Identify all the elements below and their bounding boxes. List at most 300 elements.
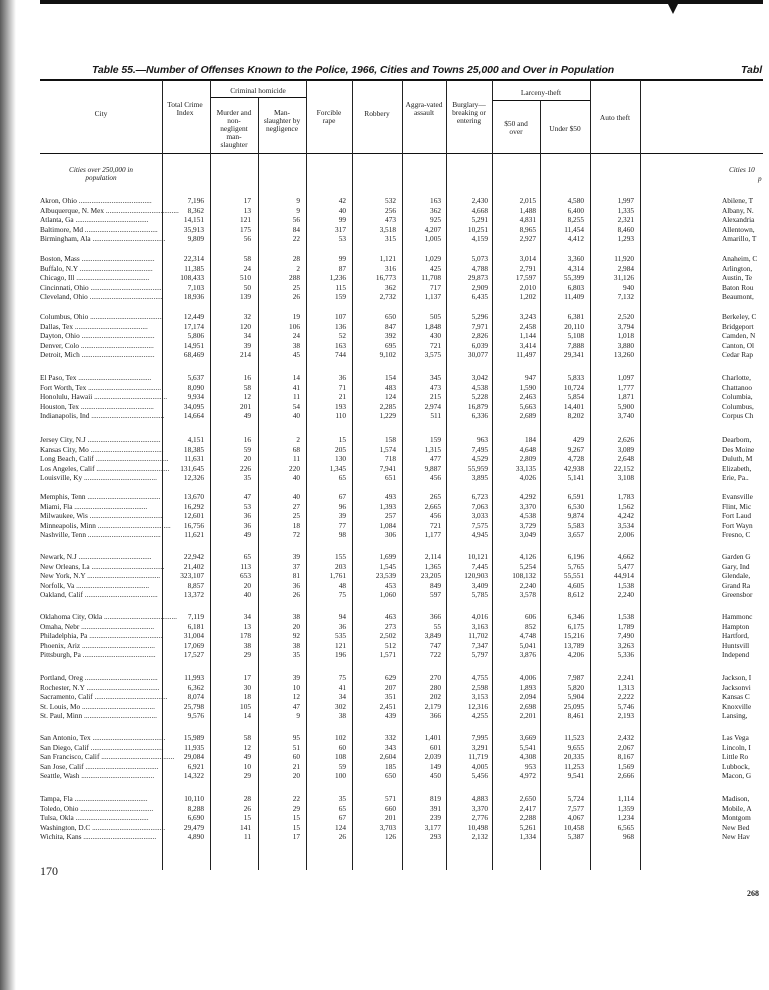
city-name: New Orleans, La ........................................ [40, 561, 165, 571]
table-cell: 510 [240, 273, 251, 283]
table-cell: 5,041 [519, 640, 536, 650]
table-cell: 3,729 [519, 520, 536, 530]
table-cell: 202 [430, 692, 441, 702]
table-cell: 14,151 [183, 215, 204, 225]
table-cell: 2,974 [424, 401, 441, 411]
table-cell: 12,449 [183, 312, 204, 321]
table-cell: 717 [430, 282, 441, 292]
table-row [40, 473, 640, 482]
table-cell: 38 [338, 711, 346, 721]
right-fragment-city: Albany, N. [722, 205, 754, 215]
table-cell: 23,205 [420, 571, 441, 581]
table-cell: 20 [292, 771, 300, 781]
right-fragment-city: Lansing, [722, 711, 748, 721]
table-cell: 2,201 [519, 711, 536, 721]
table-cell: 10,724 [563, 382, 584, 392]
city-name: St. Paul, Minn ........................................ [40, 711, 157, 721]
table-cell: 3,669 [519, 733, 536, 742]
table-cell: 650 [385, 312, 396, 321]
table-cell: 8,167 [617, 752, 634, 762]
table-cell: 11 [243, 832, 251, 842]
table-cell: 75 [338, 673, 346, 682]
right-fragment-city: Madison, [722, 794, 750, 803]
table-cell: 17,527 [183, 650, 204, 660]
table-cell: 3,033 [471, 511, 488, 521]
table-cell: 4,412 [567, 234, 584, 244]
table-row [40, 823, 640, 832]
table-cell: 99 [338, 254, 346, 263]
table-cell: 2,288 [519, 813, 536, 823]
table-cell: 535 [335, 631, 346, 641]
table-cell: 1,018 [617, 331, 634, 341]
table-cell: 60 [292, 752, 300, 762]
table-cell: 34 [338, 692, 346, 702]
city-name: San Jose, Calif ........................................ [40, 761, 159, 771]
right-section-label: Cities 10 [729, 166, 755, 174]
table-cell: 28 [292, 254, 300, 263]
table-row [40, 581, 640, 590]
table-cell: 1,761 [329, 571, 346, 581]
table-cell: 597 [430, 590, 441, 600]
table-cell: 2,984 [617, 263, 634, 273]
table-cell: 13,670 [183, 492, 204, 501]
table-cell: 11,621 [184, 530, 204, 540]
table-cell: 11,702 [468, 631, 488, 641]
table-cell: 5,820 [567, 682, 584, 692]
table-cell: 8,202 [567, 411, 584, 421]
table-cell: 343 [385, 742, 396, 752]
table-cell: 12,316 [467, 701, 488, 711]
table-cell: 12,601 [183, 511, 204, 521]
table-cell: 11,631 [184, 454, 204, 464]
table-cell: 747 [430, 640, 441, 650]
table-cell: 968 [623, 832, 634, 842]
table-cell: 59 [338, 761, 346, 771]
right-fragment-city: Chattanoo [722, 382, 752, 392]
table-row [40, 411, 640, 420]
table-cell: 38 [243, 640, 251, 650]
table-cell: 17,174 [183, 321, 204, 331]
right-fragment-city: Berkeley, C [722, 312, 757, 321]
right-fragment-city: Mobile, A [722, 803, 752, 813]
header-manslaughter: Man-slaughter by negligence [263, 108, 301, 133]
table-cell: 5,900 [617, 401, 634, 411]
table-cell: 5,854 [567, 392, 584, 402]
header-murder: Murder and non-negligent man-slaughter [216, 108, 252, 149]
page-number-right: 268 [747, 889, 759, 898]
right-fragment-city: Elizabeth, [722, 463, 752, 473]
right-fragment-city: Charlotte, [722, 373, 751, 382]
table-row [40, 562, 640, 571]
table-cell: 695 [385, 340, 396, 350]
table-cell: 124 [385, 392, 396, 402]
table-cell: 38 [292, 640, 300, 650]
table-cell: 6,921 [187, 761, 204, 771]
table-cell: 4,788 [471, 263, 488, 273]
table-cell: 5,228 [471, 392, 488, 402]
table-cell: 280 [430, 682, 441, 692]
table-cell: 44,914 [613, 571, 634, 581]
table-cell: 8,090 [187, 382, 204, 392]
table-cell: 5,746 [617, 701, 634, 711]
table-row [40, 552, 640, 561]
table-cell: 2,430 [471, 196, 488, 205]
city-name: San Antonio, Tex ........................................ [40, 733, 166, 742]
table-cell: 15,989 [183, 733, 204, 742]
table-cell: 6,435 [471, 292, 488, 302]
table-row [40, 832, 640, 841]
table-cell: 4,292 [519, 492, 536, 501]
table-cell: 293 [430, 832, 441, 842]
table-cell: 5,806 [187, 331, 204, 341]
right-table-header-rule [722, 153, 763, 154]
city-name: St. Louis, Mo ........................................ [40, 701, 155, 711]
header-top-rule [40, 79, 725, 81]
table-title: Table 55.—Number of Offenses Known to the Police, 1966, Cities and Towns 25,000 and Over in Population [92, 64, 615, 76]
table-cell: 16,292 [183, 501, 204, 511]
table-cell: 7,347 [471, 640, 488, 650]
table-row [40, 331, 640, 340]
table-cell: 6,723 [471, 492, 488, 501]
table-cell: 15 [292, 813, 300, 823]
right-fragment-city: Camden, N [722, 331, 756, 341]
table-cell: 49 [243, 411, 251, 421]
table-cell: 12 [292, 692, 300, 702]
table-cell: 947 [525, 373, 536, 382]
table-cell: 1,202 [519, 292, 536, 302]
table-cell: 6,591 [567, 492, 584, 501]
table-row [40, 402, 640, 411]
header-assault: Aggra-vated assault [405, 100, 443, 117]
table-cell: 3,370 [519, 501, 536, 511]
table-cell: 77 [338, 520, 346, 530]
table-row [40, 445, 640, 454]
table-cell: 11,920 [614, 254, 634, 263]
city-name: Oklahoma City, Okla ........................................ [40, 612, 177, 621]
table-cell: 29,873 [467, 273, 488, 283]
table-cell: 2,666 [617, 771, 634, 781]
right-fragment-city: Lubbock, [722, 761, 750, 771]
table-cell: 40 [292, 411, 300, 421]
table-cell: 257 [385, 511, 396, 521]
table-cell: 29 [243, 771, 251, 781]
table-cell: 1,097 [617, 373, 634, 382]
table-cell: 4,728 [567, 454, 584, 464]
table-cell: 26 [338, 832, 346, 842]
table-cell: 925 [430, 215, 441, 225]
table-row [40, 283, 640, 292]
table-cell: 425 [430, 263, 441, 273]
table-cell: 453 [385, 580, 396, 590]
table-cell: 3,042 [471, 373, 488, 382]
table-cell: 95 [292, 733, 300, 742]
table-cell: 65 [338, 803, 346, 813]
table-cell: 28 [243, 794, 251, 803]
col-divider [640, 80, 641, 870]
table-cell: 3,014 [519, 254, 536, 263]
table-cell: 121 [335, 640, 346, 650]
table-cell: 94 [338, 612, 346, 621]
table-cell: 302 [335, 701, 346, 711]
table-row [40, 312, 640, 321]
table-row [40, 711, 640, 720]
table-cell: 819 [430, 794, 441, 803]
table-cell: 207 [385, 682, 396, 692]
table-cell: 1,699 [379, 552, 396, 561]
table-cell: 7,490 [617, 631, 634, 641]
table-cell: 110 [335, 411, 346, 421]
table-cell: 33,135 [515, 463, 536, 473]
table-cell: 30 [243, 682, 251, 692]
table-cell: 36 [243, 511, 251, 521]
table-cell: 1,562 [617, 501, 634, 511]
table-cell: 14 [292, 373, 300, 382]
table-cell: 49 [243, 752, 251, 762]
table-cell: 1,393 [379, 501, 396, 511]
table-cell: 5,477 [617, 561, 634, 571]
table-cell: 366 [430, 711, 441, 721]
table-cell: 7,132 [617, 292, 634, 302]
table-cell: 7,575 [471, 520, 488, 530]
city-name: Toledo, Ohio ........................................ [40, 803, 154, 813]
table-cell: 332 [385, 733, 396, 742]
table-cell: 483 [385, 382, 396, 392]
header-city: City [94, 109, 108, 118]
table-cell: 5,583 [567, 520, 584, 530]
city-name: Fort Worth, Tex ........................................ [40, 382, 162, 392]
table-row [40, 196, 640, 205]
table-cell: 9 [296, 711, 300, 721]
table-cell: 40 [292, 492, 300, 501]
right-fragment-city: New Bed [722, 822, 750, 832]
table-cell: 3,534 [617, 520, 634, 530]
table-cell: 1,234 [617, 813, 634, 823]
table-cell: 2,006 [617, 530, 634, 540]
table-cell: 3,108 [617, 473, 634, 483]
table-cell: 6,400 [567, 205, 584, 215]
table-cell: 473 [385, 215, 396, 225]
city-name: Detroit, Mich ........................................ [40, 350, 155, 360]
table-cell: 41 [292, 382, 300, 392]
table-cell: 473 [430, 382, 441, 392]
city-name: Honolulu, Hawaii ........................................ [40, 392, 168, 402]
city-name: Houston, Tex ........................................ [40, 401, 154, 411]
table-cell: 721 [430, 520, 441, 530]
table-cell: 1,365 [424, 561, 441, 571]
right-fragment-city: Jackson, I [722, 673, 752, 682]
table-cell: 16 [243, 435, 251, 444]
table-cell: 2,689 [519, 411, 536, 421]
right-fragment-city: Grand Ra [722, 580, 751, 590]
table-cell: 1,335 [617, 205, 634, 215]
table-row [40, 264, 640, 273]
table-cell: 16,879 [467, 401, 488, 411]
table-cell: 5,724 [567, 794, 584, 803]
table-cell: 1,060 [379, 590, 396, 600]
table-cell: 4,067 [567, 813, 584, 823]
table-cell: 159 [430, 435, 441, 444]
table-cell: 120 [240, 321, 251, 331]
table-cell: 1,488 [519, 205, 536, 215]
table-cell: 1,871 [617, 392, 634, 402]
table-cell: 1,538 [617, 612, 634, 621]
table-cell: 512 [385, 640, 396, 650]
table-cell: 96 [338, 501, 346, 511]
table-cell: 2,321 [617, 215, 634, 225]
table-cell: 601 [430, 742, 441, 752]
table-cell: 4,605 [567, 580, 584, 590]
table-cell: 40 [243, 590, 251, 600]
table-cell: 4,755 [471, 673, 488, 682]
table-cell: 2,698 [519, 701, 536, 711]
table-cell: 6,196 [567, 552, 584, 561]
table-cell: 2,039 [424, 752, 441, 762]
table-cell: 5,797 [471, 650, 488, 660]
table-cell: 87 [338, 263, 346, 273]
right-fragment-city: Anaheim, C [722, 254, 758, 263]
table-cell: 12 [243, 742, 251, 752]
table-cell: 14,951 [183, 340, 204, 350]
city-name: Oakland, Calif ........................................ [40, 590, 158, 600]
table-cell: 1,121 [379, 254, 396, 263]
table-cell: 130 [335, 454, 346, 464]
table-cell: 239 [430, 813, 441, 823]
table-cell: 9 [296, 205, 300, 215]
table-cell: 5,261 [519, 822, 536, 832]
table-cell: 5,456 [471, 771, 488, 781]
table-cell: 35 [338, 794, 346, 803]
table-cell: 3,518 [379, 224, 396, 234]
table-row [40, 733, 640, 742]
table-cell: 30,077 [467, 350, 488, 360]
table-cell: 288 [289, 273, 300, 283]
table-cell: 105 [240, 701, 251, 711]
table-cell: 463 [385, 612, 396, 621]
table-cell: 36 [338, 621, 346, 631]
table-cell: 606 [525, 612, 536, 621]
table-cell: 366 [430, 612, 441, 621]
table-cell: 5,296 [471, 312, 488, 321]
table-cell: 36 [338, 373, 346, 382]
city-name: Dallas, Tex ........................................ [40, 321, 148, 331]
table-cell: 136 [335, 321, 346, 331]
table-cell: 4,538 [471, 382, 488, 392]
right-table-top-rule [722, 79, 763, 81]
table-row [40, 254, 640, 263]
table-cell: 120,903 [464, 571, 488, 581]
right-fragment-city: Amarillo, T [722, 234, 757, 244]
table-cell: 2,417 [519, 803, 536, 813]
table-row [40, 752, 640, 761]
table-row [40, 215, 640, 224]
table-cell: 22,942 [183, 552, 204, 561]
table-cell: 1,893 [519, 682, 536, 692]
city-name: Washington, D.C ........................................ [40, 822, 166, 832]
table-cell: 18,385 [183, 444, 204, 454]
table-cell: 22 [292, 794, 300, 803]
table-cell: 429 [573, 435, 584, 444]
table-cell: 256 [385, 205, 396, 215]
table-cell: 4,648 [519, 444, 536, 454]
table-row [40, 206, 640, 215]
header-criminal-homicide: Criminal homicide [230, 86, 286, 95]
table-cell: 1,005 [424, 234, 441, 244]
table-cell: 226 [240, 463, 251, 473]
table-cell: 131,645 [180, 463, 204, 473]
right-fragment-city: Las Vega [722, 733, 749, 742]
table-cell: 184 [525, 435, 536, 444]
city-name: Buffalo, N.Y ........................................ [40, 263, 153, 273]
table-row [40, 571, 640, 580]
table-cell: 22,152 [613, 463, 634, 473]
table-cell: 629 [385, 673, 396, 682]
table-cell: 2,732 [379, 292, 396, 302]
city-name: Albuquerque, N. Mex ........................................ [40, 205, 179, 215]
table-cell: 7,495 [471, 444, 488, 454]
header-burglary: Burglary—breaking or entering [452, 100, 486, 125]
table-cell: 8,362 [187, 205, 204, 215]
table-cell: 92 [292, 631, 300, 641]
right-fragment-city: Little Ro [722, 752, 749, 762]
table-cell: 4,945 [471, 530, 488, 540]
table-cell: 2,776 [471, 813, 488, 823]
table-cell: 571 [385, 794, 396, 803]
table-cell: 2 [296, 263, 300, 273]
header-bottom-rule [40, 153, 725, 154]
city-name: Omaha, Nebr ........................................ [40, 621, 155, 631]
table-cell: 849 [430, 580, 441, 590]
city-name: Sacramento, Calif ........................................ [40, 692, 168, 702]
table-row [40, 464, 640, 473]
right-fragment-city: Greensbor [722, 590, 753, 600]
table-cell: 3,794 [617, 321, 634, 331]
table-cell: 81 [292, 571, 300, 581]
right-fragment-city: Des Moine [722, 444, 755, 454]
table-cell: 5,291 [471, 215, 488, 225]
table-cell: 953 [525, 761, 536, 771]
table-cell: 113 [240, 561, 251, 571]
corner-mark-icon [666, 0, 680, 14]
table-cell: 362 [430, 205, 441, 215]
city-name: Pittsburgh, Pa ........................................ [40, 650, 156, 660]
table-row [40, 683, 640, 692]
table-cell: 4,126 [519, 552, 536, 561]
city-name: Dayton, Ohio ........................................ [40, 331, 155, 341]
table-cell: 4,016 [471, 612, 488, 621]
table-cell: 29 [292, 803, 300, 813]
table-cell: 141 [240, 822, 251, 832]
right-fragment-city: Macon, G [722, 771, 752, 781]
table-cell: 65 [243, 552, 251, 561]
table-cell: 493 [385, 492, 396, 501]
table-cell: 7,063 [471, 501, 488, 511]
table-cell: 8,612 [567, 590, 584, 600]
right-fragment-city: Corpus Ch [722, 411, 754, 421]
table-cell: 47 [243, 492, 251, 501]
table-cell: 39 [243, 340, 251, 350]
table-cell: 1,144 [519, 331, 536, 341]
table-cell: 5,073 [471, 254, 488, 263]
table-cell: 6,362 [187, 682, 204, 692]
table-row [40, 590, 640, 599]
table-cell: 4,206 [567, 650, 584, 660]
table-cell: 178 [240, 631, 251, 641]
right-fragment-city: Flint, Mic [722, 501, 752, 511]
table-cell: 10,110 [184, 794, 204, 803]
table-row [40, 673, 640, 682]
table-cell: 316 [385, 263, 396, 273]
table-cell: 1,236 [329, 273, 346, 283]
